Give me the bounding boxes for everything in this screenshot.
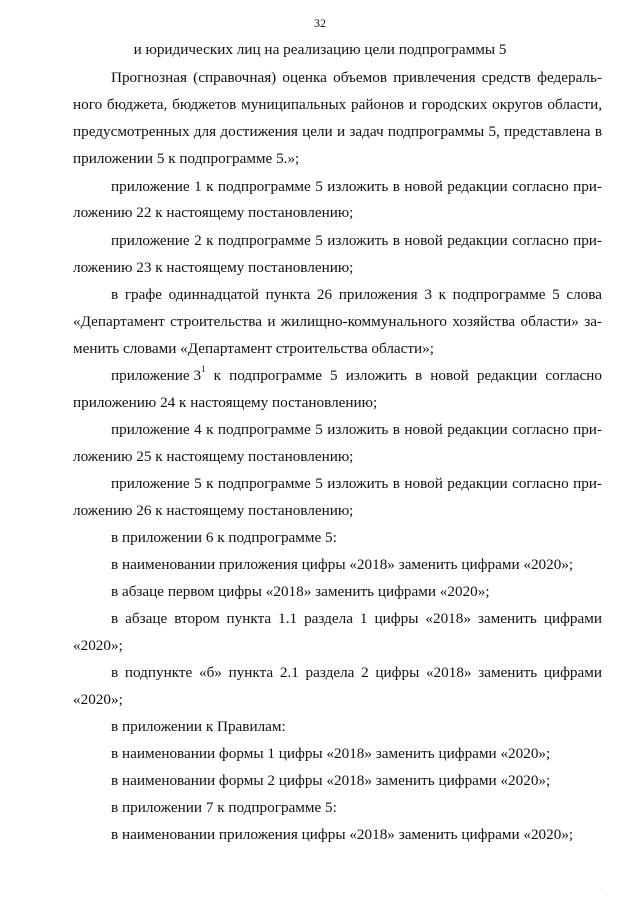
text-line: Прогнозная (справочная) оценка объемов привлечения средств федераль- (111, 69, 602, 86)
page-number: 32 (314, 16, 326, 30)
text-line: в абзаце первом цифры «2018» заменить цифрами «2020»; (111, 583, 490, 600)
text-line: в наименовании формы 2 цифры «2018» заменить цифрами «2020»; (111, 772, 551, 789)
text-line: ложению 22 к настоящему постановлению; (73, 204, 354, 221)
text-line: в наименовании приложения цифры «2018» заменить цифрами «2020»; (111, 826, 574, 843)
text-line: приложение 4 к подпрограмме 5 изложить в новой редакции согласно при- (111, 421, 602, 438)
text-line: в наименовании формы 1 цифры «2018» заменить цифрами «2020»; (111, 745, 551, 762)
text-line (111, 363, 602, 385)
text-line: приложению 24 к настоящему постановлению; (73, 394, 378, 411)
text-line: ложению 23 к настоящему постановлению; (73, 259, 354, 276)
text-line: приложение 2 к подпрограмме 5 изложить в новой редакции согласно при- (111, 232, 602, 249)
text-line: менить словами «Департамент строительства области»; (73, 340, 434, 357)
text-line: в абзаце втором пункта 1.1 раздела 1 цифры «2018» заменить цифрами (111, 610, 602, 627)
text-line: приложение 5 к подпрограмме 5 изложить в новой редакции согласно при- (111, 475, 602, 492)
text-line: «Департамент строительства и жилищно-коммунального хозяйства области» за- (73, 313, 602, 330)
text-line: ложению 25 к настоящему постановлению; (73, 448, 354, 465)
text-line: приложение 1 к подпрограмме 5 изложить в новой редакции согласно при- (111, 178, 602, 195)
text-fragment: к подпрограмме 5 изложить в новой редакции согласно (213, 367, 602, 384)
text-line: в приложении 7 к подпрограмме 5: (111, 799, 337, 816)
text-line: «2020»; (73, 637, 123, 654)
text-fragment: приложение $3^1$ (111, 363, 206, 384)
text-line: приложении 5 к подпрограмме 5.»; (73, 150, 300, 167)
superscript: 1 (201, 363, 206, 374)
text-line: в графе одиннадцатой пункта 26 приложения 3 к подпрограмме 5 слова (111, 286, 602, 303)
text-line: в приложении 6 к подпрограмме 5: (111, 529, 337, 546)
text-line: ложению 26 к настоящему постановлению; (73, 502, 354, 519)
text-line: в подпункте «б» пункта 2.1 раздела 2 цифры «2018» заменить цифрами (111, 664, 602, 681)
text-line: в наименовании приложения цифры «2018» заменить цифрами «2020»; (111, 556, 574, 573)
text-line: в приложении к Правилам: (111, 718, 286, 735)
text-line: ного бюджета, бюджетов муниципальных районов и городских округов области, (73, 96, 602, 113)
text-line: «2020»; (73, 691, 123, 708)
text-line: предусмотренных для достижения цели и задач подпрограммы 5, представлена в (73, 123, 602, 140)
text-line: и юридических лиц на реализацию цели подпрограммы 5 (133, 41, 507, 58)
corner-mark: . (600, 886, 602, 892)
